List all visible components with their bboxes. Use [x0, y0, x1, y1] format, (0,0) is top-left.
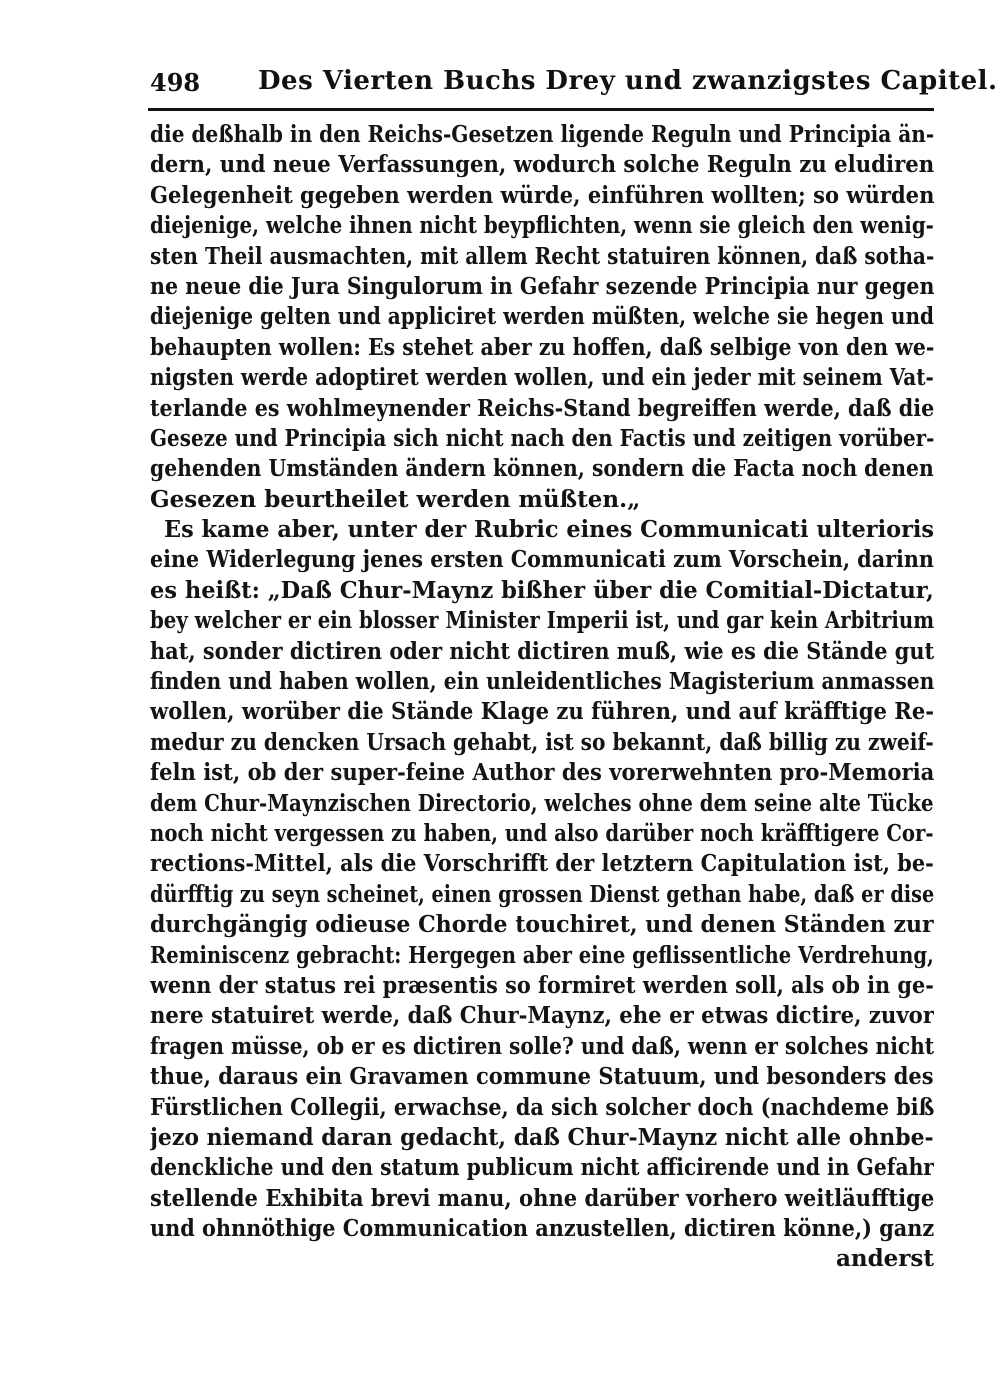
catchword: anderst	[835, 1245, 934, 1273]
page-header	[150, 60, 998, 104]
text-line: medur zu dencken Ursach gehabt, ist so bekannt, daß billig zu zweif-	[150, 728, 934, 756]
text-line: hat, sonder dictiren oder nicht dictiren muß, wie es die Stände gut	[150, 637, 934, 665]
text-line: wenn der status rei præsentis so formiret werden soll, als ob in ge-	[150, 971, 934, 999]
text-line: durchgängig odieuse Chorde touchiret, und denen Ständen zur	[150, 911, 934, 939]
text-line: dürfftig zu seyn scheinet, einen grossen Dienst gethan habe, daß er dise	[150, 880, 934, 908]
text-line: dern, und neue Verfassungen, wodurch solche Reguln zu eludiren	[150, 151, 934, 179]
text-line: sten Theil ausmachten, mit allem Recht statuiren können, daß sotha-	[150, 242, 934, 270]
text-line: die deßhalb in den Reichs-Gesetzen ligende Reguln und Principia än-	[150, 121, 934, 148]
text-line: Reminiscenz gebracht: Hergegen aber eine geflissentliche Verdrehung,	[150, 941, 934, 969]
text-line: Fürstlichen Collegii, erwachse, da sich solcher doch (nachdeme biß	[150, 1093, 934, 1121]
text-line: wollen, worüber die Stände Klage zu führen, und auf kräfftige Re-	[150, 698, 934, 726]
text-line: jezo niemand daran gedacht, daß Chur-Maynz nicht alle ohnbe-	[150, 1123, 934, 1151]
page-number: 498	[150, 68, 201, 97]
running-title: Des Vierten Buchs Drey und zwanzigstes Capitel.	[258, 66, 998, 96]
paragraph-start-line: Es kame aber, unter der Rubric eines Communicati ulterioris	[164, 516, 934, 544]
text-line: dem Chur-Maynzischen Directorio, welches ohne dem seine alte Tücke	[150, 789, 934, 817]
text-line: und ohnnöthige Communication anzustellen, dictiren könne,) ganz	[150, 1215, 934, 1243]
text-line: nere statuiret werde, daß Chur-Maynz, ehe er etwas dictire, zuvor	[150, 1002, 934, 1030]
text-line: finden und haben wollen, ein unleidentliches Magisterium anmassen	[150, 668, 934, 696]
body-text	[150, 120, 934, 1275]
text-line: eine Widerlegung jenes ersten Communicati zum Vorschein, darinn	[150, 546, 934, 574]
text-line: diejenige, welche ihnen nicht beypflichten, wenn sie gleich den wenig-	[150, 212, 934, 240]
header-rule	[148, 108, 934, 111]
text-line: bey welcher er ein blosser Minister Imperii ist, und gar kein Arbitrium	[150, 607, 934, 635]
text-line: gehenden Umständen ändern können, sondern die Facta noch denen	[150, 455, 934, 483]
text-line: denckliche und den statum publicum nicht afficirende und in Gefahr	[150, 1154, 934, 1182]
text-line: ne neue die Jura Singulorum in Gefahr sezende Principia nur gegen	[150, 272, 934, 300]
text-line: es heißt: „Daß Chur-Maynz bißher über die Comitial-Dictatur,	[150, 576, 934, 604]
text-line: stellende Exhibita brevi manu, ohne darüber vorhero weitläufftige	[150, 1184, 934, 1212]
text-line: Gelegenheit gegeben werden würde, einführen wollten; so würden	[150, 181, 934, 209]
text-line: Geseze und Principia sich nicht nach den Factis und zeitigen vorüber-	[150, 424, 934, 452]
text-line: Gesezen beurtheilet werden müßten.„	[150, 485, 641, 513]
text-line: thue, daraus ein Gravamen commune Statuum, und besonders des	[150, 1063, 934, 1091]
text-line: rections-Mittel, als die Vorschrifft der letztern Capitulation ist, be-	[150, 850, 934, 878]
text-line: noch nicht vergessen zu haben, und also darüber noch kräfftigere Cor-	[150, 819, 934, 847]
text-line: diejenige gelten und appliciret werden müßten, welche sie hegen und	[150, 303, 934, 331]
text-line: nigsten werde adoptiret werden wollen, und ein jeder mit seinem Vat-	[150, 364, 934, 392]
text-line: fragen müsse, ob er es dictiren solle? und daß, wenn er solches nicht	[150, 1032, 934, 1060]
text-line: behaupten wollen: Es stehet aber zu hoffen, daß selbige von den we-	[150, 333, 934, 361]
text-line: feln ist, ob der super-feine Author des vorerwehnten pro-Memoria	[150, 759, 934, 787]
text-line: terlande es wohlmeynender Reichs-Stand begreiffen werde, daß die	[150, 394, 934, 422]
